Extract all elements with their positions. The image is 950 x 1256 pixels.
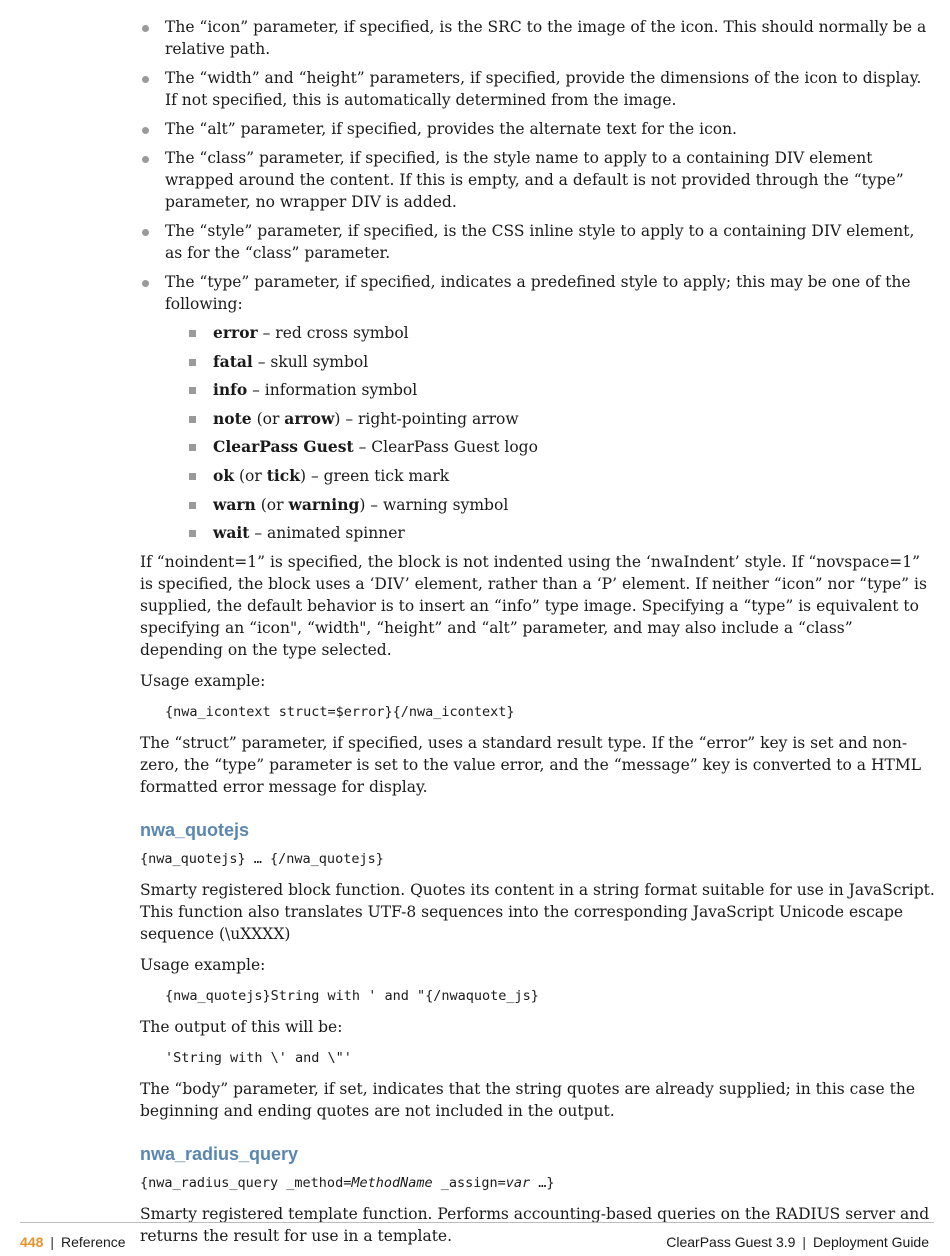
parameter-list	[140, 16, 935, 315]
output-label: The output of this will be:	[140, 1017, 343, 1036]
footer-product: ClearPass Guest 3.9	[666, 1234, 796, 1250]
type-name: error	[213, 323, 258, 342]
noindent-paragraph: If “noindent=1” is specified, the block is not indented using the ‘nwaIndent’ style. If “novspace=1” is specified, the block uses a ‘DIV’ element, rather than a ‘P’ element. If neither “icon” nor “type” is supplied, the default behavior is to insert an “info” type image. Specifying a “type” is equivalent to specifying an “icon", “width", “height” and “alt” parameter, and may also include a “class” depending on the type selected.	[140, 552, 927, 659]
type-name: warn	[213, 494, 256, 514]
code-example: {nwa_icontext struct=$error}{/nwa_icontext}	[165, 703, 515, 720]
bullet-text: The “type” parameter, if specified, indicates a predefined style to apply; this may be one of the following:	[165, 273, 911, 313]
page-number: 448	[20, 1234, 44, 1250]
type-desc: – information symbol	[247, 381, 418, 400]
footer-doc-title: Deployment Guide	[813, 1234, 929, 1250]
usage-label: Usage example:	[140, 671, 266, 690]
list-item	[140, 271, 935, 315]
footer-separator: |	[802, 1234, 807, 1250]
bullet-text: The “icon” parameter, if specified, is the SRC to the image of the icon. This should normally be a relative path.	[165, 18, 927, 58]
type-desc: ) – right-pointing arrow	[334, 409, 519, 428]
type-item	[189, 379, 935, 401]
type-desc: – red cross symbol	[257, 324, 409, 342]
type-mid: (or	[251, 409, 285, 428]
type-item	[189, 522, 935, 544]
type-desc: ) – green tick mark	[299, 466, 450, 485]
type-item	[189, 465, 935, 487]
syntax-part: {nwa_radius_query _method=	[140, 1174, 352, 1191]
type-mid: (or	[255, 495, 289, 514]
section-heading-radius-query: nwa_radius_query	[140, 1143, 299, 1164]
syntax-line: {nwa_quotejs} … {/nwa_quotejs}	[140, 850, 384, 867]
code-example: {nwa_quotejs}String with ' and "{/nwaquote_js}	[165, 987, 539, 1004]
type-list	[140, 322, 935, 544]
type-desc: – animated spinner	[249, 524, 405, 543]
usage-label: Usage example:	[140, 955, 266, 974]
type-item	[189, 436, 935, 458]
type-desc: ) – warning symbol	[359, 495, 509, 514]
description-paragraph: Smarty registered template function. Performs accounting-based queries on the RADIUS server and returns the result for use in a template.	[140, 1204, 930, 1245]
type-desc: – ClearPass Guest logo	[353, 438, 538, 457]
syntax-line	[140, 1172, 935, 1194]
type-name: info	[213, 380, 248, 400]
type-item	[189, 351, 935, 373]
syntax-placeholder: MethodName	[351, 1174, 433, 1191]
type-name: ok	[213, 465, 235, 485]
type-mid: (or	[234, 466, 267, 485]
footer-separator: |	[50, 1234, 54, 1250]
syntax-part: …}	[530, 1174, 555, 1191]
type-alias: arrow	[284, 408, 335, 428]
footer-left	[20, 1233, 126, 1251]
code-output: 'String with \' and \"'	[165, 1049, 352, 1066]
type-name: wait	[213, 523, 250, 543]
footer-right	[666, 1233, 929, 1251]
body-note-paragraph: The “body” parameter, if set, indicates that the string quotes are already supplied; in this case the beginning and ending quotes are not included in the output.	[140, 1079, 916, 1120]
footer-divider	[20, 1222, 934, 1223]
type-item	[189, 494, 935, 516]
list-item	[140, 16, 935, 60]
bullet-text: The “alt” parameter, if specified, provides the alternate text for the icon.	[165, 120, 737, 138]
syntax-placeholder: var	[505, 1174, 531, 1191]
type-name: fatal	[213, 351, 253, 371]
list-item	[140, 118, 935, 140]
description-paragraph: Smarty registered block function. Quotes its content in a string format suitable for use in JavaScript. This function also translates UTF-8 sequences into the corresponding JavaScript Unicode escape sequence (\uXXXX)	[140, 880, 935, 943]
bullet-text: The “class” parameter, if specified, is the style name to apply to a containing DIV element wrapped around the content. If this is empty, and a default is not provided through the “type” parameter, no wrapper DIV is added.	[165, 149, 904, 211]
type-item	[189, 408, 935, 430]
list-item	[140, 220, 935, 264]
bullet-text: The “style” parameter, if specified, is the CSS inline style to apply to a containing DIV element, as for the “class” parameter.	[165, 222, 915, 262]
list-item	[140, 67, 935, 111]
list-item	[140, 147, 935, 213]
section-heading-quotejs: nwa_quotejs	[140, 819, 250, 840]
type-desc: – skull symbol	[252, 352, 369, 371]
type-name: note	[213, 408, 252, 428]
struct-paragraph: The “struct” parameter, if specified, uses a standard result type. If the “error” key is set and non-zero, the “type” parameter is set to the value error, and the “message” key is converted to a HTML formatted error message for display.	[140, 733, 921, 796]
type-name: ClearPass Guest	[213, 437, 354, 457]
bullet-text: The “width” and “height” parameters, if specified, provide the dimensions of the icon to display. If not specified, this is automatically determined from the image.	[165, 69, 922, 109]
syntax-part: _assign=	[432, 1174, 506, 1191]
type-alias: tick	[266, 465, 300, 485]
page-content	[140, 16, 935, 1256]
footer-section: Reference	[61, 1234, 126, 1250]
type-item	[189, 322, 935, 344]
type-alias: warning	[288, 494, 360, 514]
